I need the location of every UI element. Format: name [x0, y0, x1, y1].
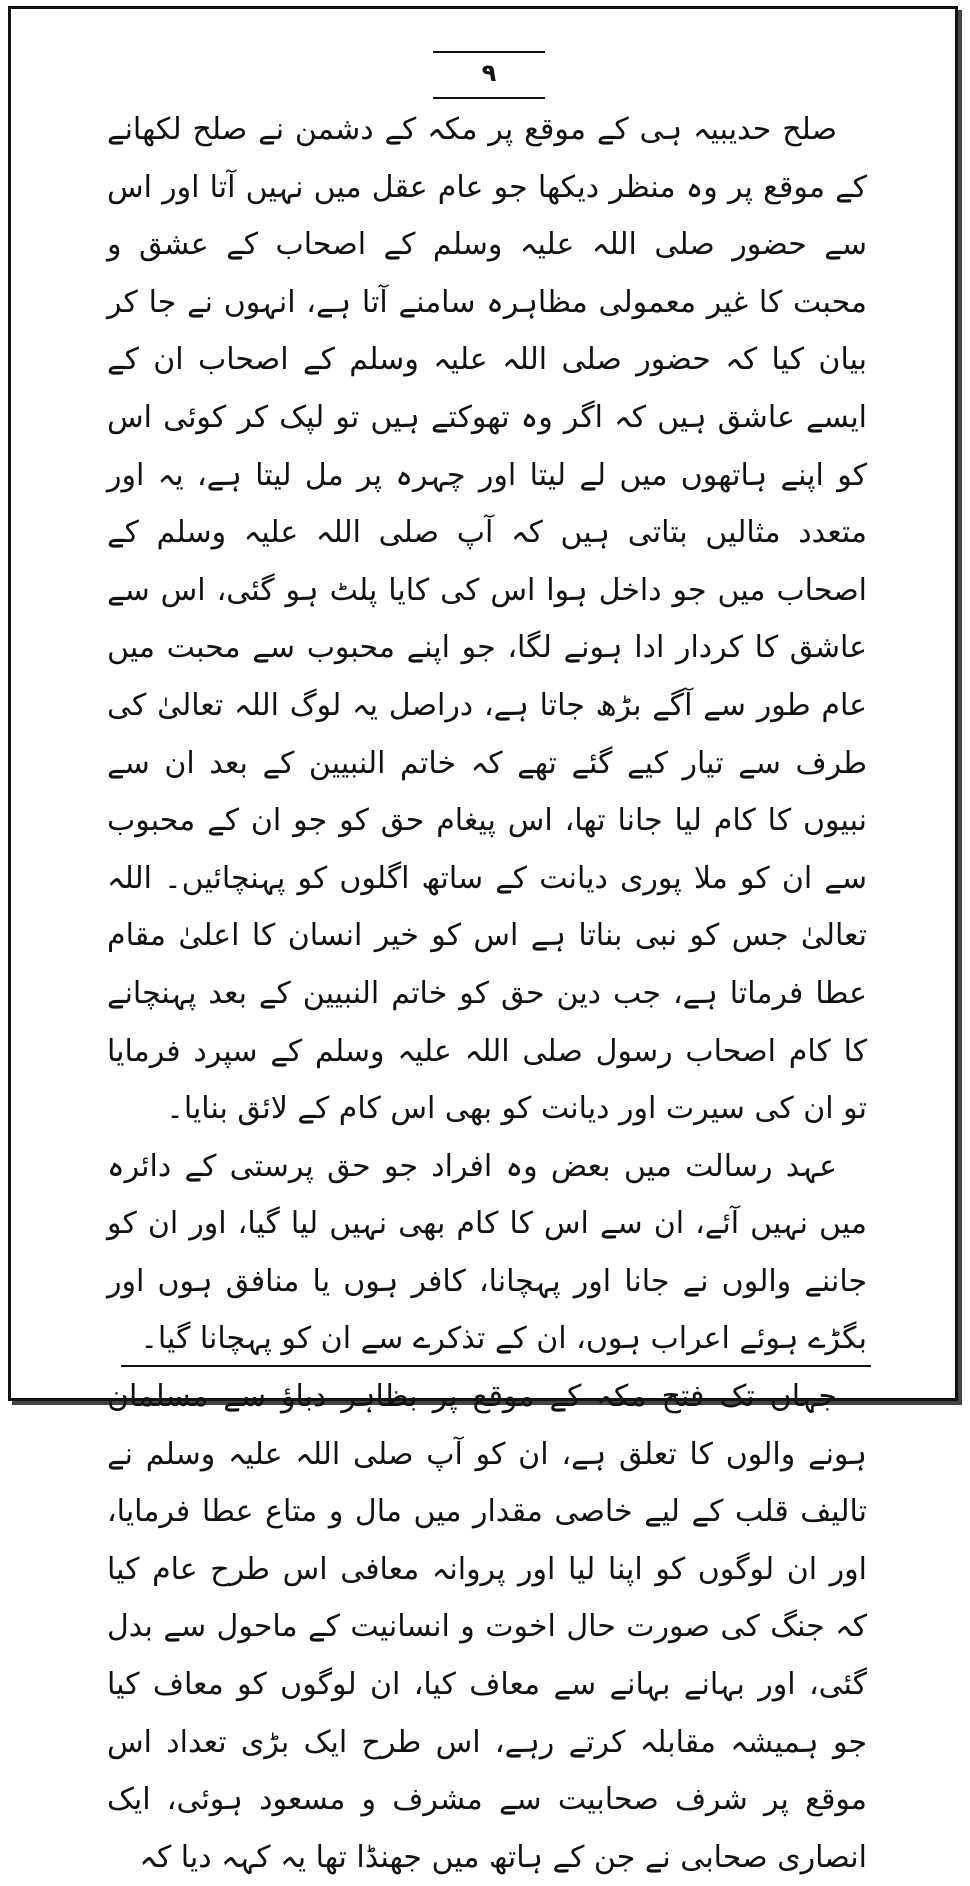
body-text: [107, 101, 867, 1875]
bottom-rule: [121, 1365, 871, 1367]
paragraph-1: صلح حدیبیہ ہی کے موقع پر مکہ کے دشمن نے صلح لکھانے کے موقع پر وہ منظر دیکھا جو عام عقل میں نہیں آتا اور اس سے حضور صلی اللہ علیہ وسلم کے اصحاب کے عشق و محبت کا غیر معمولی مظاہرہ سامنے آتا ہے، انہوں نے جا کر بیان کیا کہ حضور صلی اللہ علیہ وسلم کے اصحاب ان کے ایسے عاشق ہیں کہ اگر وہ تھوکتے ہیں تو لپک کر کوئی اس کو اپنے ہاتھوں میں لے لیتا اور چہرہ پر مل لیتا ہے، یہ اور متعدد مثالیں بتاتی ہیں کہ آپ صلی اللہ علیہ وسلم کے اصحاب میں جو داخل ہوا اس کی کایا پلٹ ہو گئی، اس سے عاشق کا کردار ادا ہونے لگا، جو اپنے محبوب سے محبت میں عام طور سے آگے بڑھ جاتا ہے، دراصل یہ لوگ اللہ تعالیٰ کی طرف سے تیار کیے گئے تھے کہ خاتم النبیین کے بعد ان سے نبیوں کا کام لیا جانا تھا، اس پیغام حق کو جو ان کے محبوب سے ان کو ملا پوری دیانت کے ساتھ اگلوں کو پہنچائیں۔ اللہ تعالیٰ جس کو نبی بناتا ہے اس کو خیر انسان کا اعلیٰ مقام عطا فرماتا ہے، جب دین حق کو خاتم النبیین کے بعد پہنچانے کا کام اصحاب رسول صلی اللہ علیہ وسلم کے سپرد فرمایا تو ان کی سیرت اور دیانت کو بھی اس کام کے لائق بنایا۔: [107, 112, 867, 1127]
paragraph-3: جہاں تک فتح مکہ کے موقع پر بظاہر دباؤ سے مسلمان ہونے والوں کا تعلق ہے، ان کو آپ صلی اللہ علیہ وسلم نے تالیف قلب کے لیے خاصی مقدار میں مال و متاع عطا فرمایا، اور ان لوگوں کو اپنا لیا اور پروانہ معافی اس طرح عام کیا کہ جنگ کی صورت حال اخوت و انسانیت کے ماحول سے بدل گئی، اور بہانے بہانے سے معاف کیا، ان لوگوں کو معاف کیا جو ہمیشہ مقابلہ کرتے رہے، اس طرح ایک بڑی تعداد اس موقع پر شرف صحابیت سے مشرف و مسعود ہوئی، ایک انصاری صحابی نے جن کے ہاتھ میں جھنڈا تھا یہ کہہ دیا کہ: [107, 1379, 867, 1875]
page-number: ٩: [433, 51, 545, 99]
document-page: [8, 6, 958, 1875]
paragraph-2: عہد رسالت میں بعض وہ افراد جو حق پرستی کے دائرہ میں نہیں آئے، ان سے اس کا کام بھی نہیں لیا گیا، اور ان کو جاننے والوں نے جانا اور پہچانا، کافر ہوں یا منافق ہوں اور بگڑے ہوئے اعراب ہوں، ان کے تذکرے سے ان کو پہچانا گیا۔: [107, 1148, 867, 1357]
